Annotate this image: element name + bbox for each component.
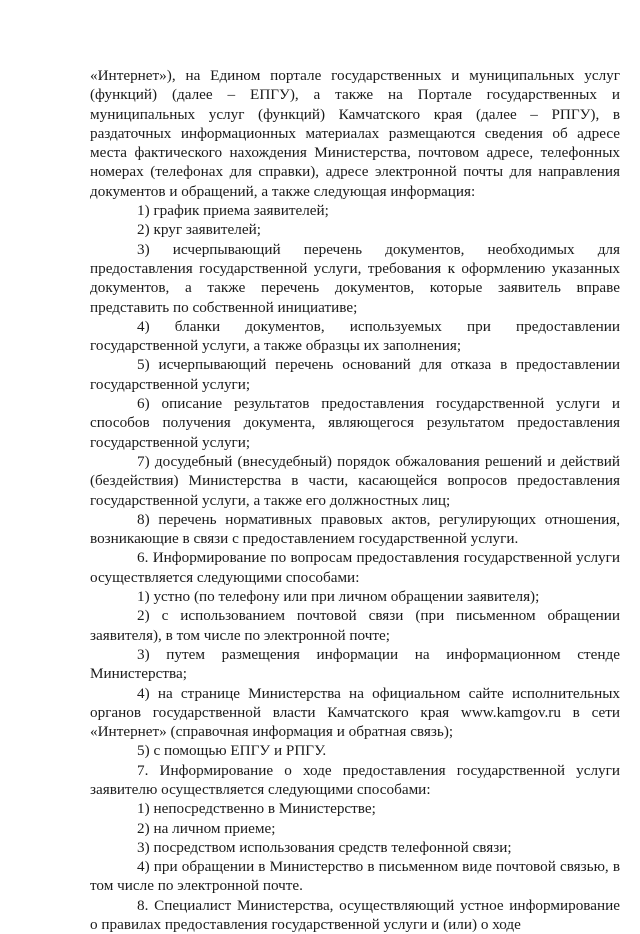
section-6-heading: 6. Информирование по вопросам предоставления государственной услуги осуществляется следующими способами:	[90, 549, 620, 586]
list-item-refusal-grounds: 5) исчерпывающий перечень оснований для отказа в предоставлении государственной услуги;	[90, 356, 620, 393]
list-item-website: 4) на странице Министерства на официальном сайте исполнительных органов государственной власти Камчатского края www.kamgov.ru в сети «Интернет» (справочная информация и обратная связь);	[90, 684, 620, 741]
list-item-postal: 2) с использованием почтовой связи (при письменном обращении заявителя), в том числе по электронной почте;	[90, 607, 620, 644]
list-item-stand: 3) путем размещения информации на информационном стенде Министерства;	[90, 645, 620, 683]
list-item-applicants: 2) круг заявителей;	[137, 221, 261, 239]
list-item-legal-acts: 8) перечень нормативных правовых актов, регулирующих отношения, возникающие в связи с предоставлением государственной услуги.	[90, 510, 620, 548]
list-item-results: 6) описание результатов предоставления государственной услуги и способов получения документа, являющегося результатом предоставления государственной услуги;	[90, 395, 620, 451]
section-7-heading: 7. Информирование о ходе предоставления государственной услуги заявителю осуществляется следующими способами:	[90, 761, 620, 798]
list-item-phone: 3) посредством использования средств телефонной связи;	[137, 838, 512, 856]
list-item-portals: 5) с помощью ЕПГУ и РПГУ.	[137, 742, 327, 760]
list-item-appeal: 7) досудебный (внесудебный) порядок обжалования решений и действий (бездействия) Министерства в части, касающейся вопросов предоставления государственной услуги, а также его должностных лиц;	[90, 452, 620, 509]
list-item-forms: 4) бланки документов, используемых при предоставлении государственной услуги, а также образцы их заполнения;	[90, 317, 620, 355]
section-8-heading: 8. Специалист Министерства, осуществляющий устное информирование о правилах предоставления государственной услуги и (или) о ходе	[90, 896, 620, 934]
list-item-written: 4) при обращении в Министерство в письменном виде почтовой связью, в том числе по электронной почте.	[90, 858, 620, 895]
list-item-personal-reception: 2) на личном приеме;	[137, 819, 276, 837]
paragraph-intro: «Интернет»), на Едином портале государственных и муниципальных услуг (функций) (далее – ЕПГУ), а также на Портале государственных и муниципальных услуг (функций) Камчатского края (далее – РПГУ), в раздаточных информационных материалах размещаются сведения об адресе места фактического нахождения Министерства, почтовом адресе, телефонных номерах (телефонах для справки), адресе электронной почты для направления документов и обращений, а также следующая информация:	[90, 67, 620, 200]
list-item-oral: 1) устно (по телефону или при личном обращении заявителя);	[137, 588, 540, 606]
list-item-schedule: 1) график приема заявителей;	[137, 202, 329, 220]
list-item-documents: 3) исчерпывающий перечень документов, необходимых для предоставления государственной услуги, требования к оформлению указанных документов, а также перечень документов, которые заявитель вправе представить по собственной инициативе;	[90, 240, 620, 316]
list-item-in-ministry: 1) непосредственно в Министерстве;	[137, 800, 376, 818]
document-page	[90, 66, 620, 934]
